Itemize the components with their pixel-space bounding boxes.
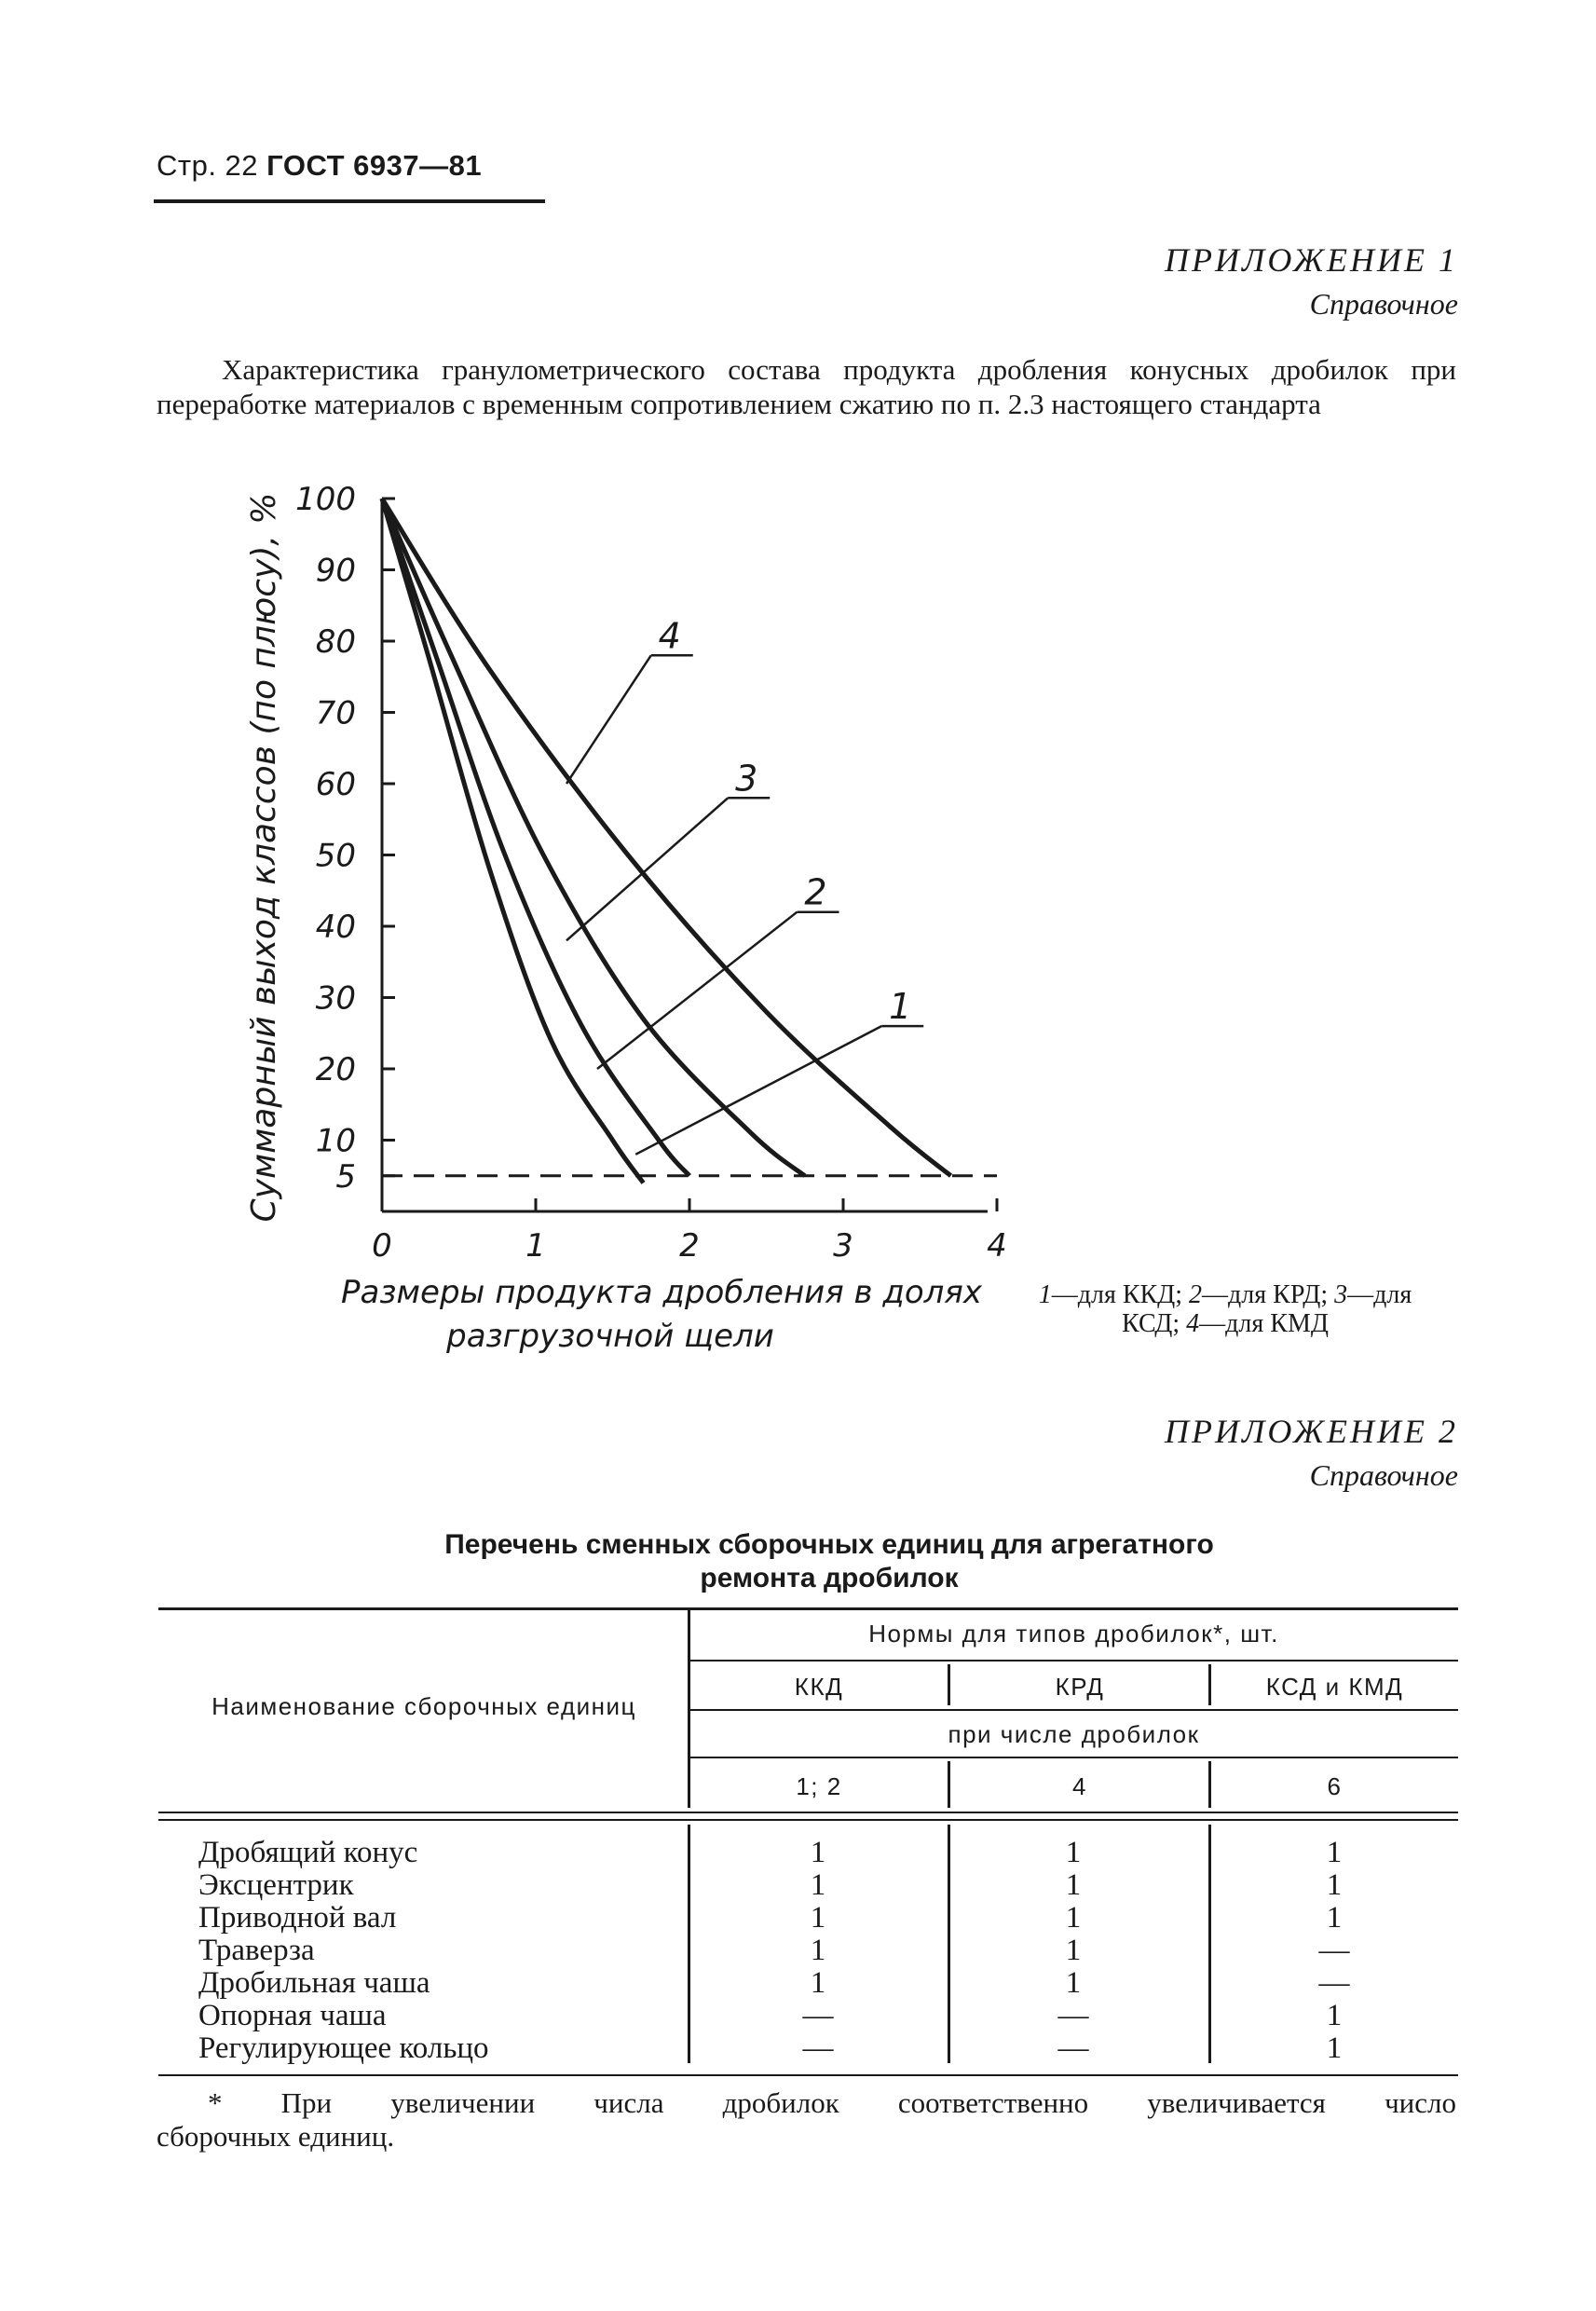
series-label-group [566, 615, 923, 1155]
y-tick-label: 60 [315, 766, 356, 803]
cell-r7-c2: — [1057, 2031, 1089, 2065]
cell-r1-c2: 1 [1065, 1836, 1082, 1869]
table-top-rule [158, 1607, 1458, 1610]
chart-legend-note [988, 1280, 1463, 1338]
page-header [157, 149, 482, 183]
series-leader-4 [566, 655, 651, 784]
footnote-line-1: * При увеличении числа дробилок соответственно увеличивается число [208, 2086, 1456, 2119]
cell-r3-c2: 1 [1065, 1901, 1082, 1935]
appendix-1-title: ПРИЛОЖЕНИЕ 1 [1165, 241, 1458, 279]
cell-r5-c3: — [1318, 1966, 1350, 2000]
type-header-kkd: ККД [794, 1673, 844, 1701]
y-tick-label: 40 [315, 909, 356, 946]
table-title [280, 1528, 1379, 1595]
x-tick-label: 4 [987, 1227, 1007, 1265]
cell-r3-c3: 1 [1326, 1901, 1343, 1935]
series-group [382, 499, 951, 1183]
x-tick-group [372, 1198, 1007, 1265]
table-bottom-rule [158, 2074, 1458, 2076]
row-name-2: Эксцентрик [198, 1868, 354, 1902]
y-tick-label: 100 [295, 481, 356, 518]
count-krd: 4 [1072, 1772, 1087, 1800]
count-header: при числе дробилок [948, 1720, 1200, 1748]
legend-text-3: —для [1347, 1280, 1412, 1309]
axis-group [382, 499, 988, 1211]
series-label-1: 1 [889, 986, 912, 1028]
series-label-4: 4 [658, 615, 681, 657]
cell-r3-c1: 1 [810, 1901, 826, 1935]
col-separator-ksd-body [1208, 1825, 1211, 2063]
cell-r6-c3: 1 [1326, 1999, 1343, 2032]
col-separator-name-body [688, 1825, 690, 2063]
cell-r7-c1: — [802, 2031, 834, 2065]
x-axis-label-line2: разгрузочной щели [446, 1318, 774, 1355]
cell-r2-c2: 1 [1065, 1868, 1082, 1902]
header-rule-3 [689, 1757, 1458, 1758]
y-tick-label: 90 [315, 552, 356, 590]
cell-r5-c2: 1 [1065, 1966, 1082, 2000]
type-header-krd: КРД [1055, 1673, 1105, 1701]
y-axis-label: Суммарный выход классов (по плюсу), % [245, 492, 283, 1223]
col-header-name: Наименование сборочных единиц [211, 1692, 636, 1720]
y-tick-label: 5 [335, 1157, 356, 1196]
legend-text-5: —для КМД [1199, 1309, 1329, 1338]
header-bottom-rule-b [158, 1819, 1458, 1821]
series-line-4 [382, 499, 951, 1176]
series-label-3: 3 [735, 758, 758, 800]
series-line-1 [382, 499, 644, 1183]
header-rule [154, 199, 545, 203]
x-tick-label: 3 [833, 1227, 853, 1265]
cell-r4-c1: 1 [810, 1934, 826, 1967]
cell-r7-c3: 1 [1326, 2031, 1343, 2065]
legend-key-1: 1 [1038, 1280, 1052, 1309]
header-rule-2 [689, 1709, 1458, 1711]
y-tick-label: 50 [315, 837, 356, 875]
appendix-2-subtitle: Справочное [1309, 1458, 1458, 1492]
legend-text-1: —для ККД; [1051, 1280, 1190, 1309]
legend-text-2: —для КРД; [1202, 1280, 1335, 1309]
series-label-2: 2 [804, 871, 827, 913]
legend-key-2: 2 [1189, 1280, 1203, 1309]
y-tick-label: 30 [315, 979, 356, 1018]
cell-r6-c2: — [1057, 1999, 1089, 2032]
x-tick-label: 1 [525, 1227, 546, 1265]
x-tick-label: 0 [372, 1227, 392, 1265]
page-number: Стр. 22 [157, 149, 259, 182]
cell-r1-c1: 1 [810, 1836, 826, 1869]
appendix-2-title: ПРИЛОЖЕНИЕ 2 [1165, 1413, 1458, 1450]
header-bottom-rule-a [158, 1812, 1458, 1813]
x-axis-label-line1: Размеры продукта дробления в долях [340, 1274, 983, 1311]
row-name-3: Приводной вал [198, 1901, 397, 1935]
count-ksd-kmd: 6 [1327, 1772, 1343, 1800]
table-title-line1: Перечень сменных сборочных единиц для агрегатного [444, 1529, 1214, 1560]
col-separator-krd-body [948, 1825, 950, 2063]
granulometry-chart [149, 466, 1044, 1379]
type-header-ksd-kmd: КСД и КМД [1265, 1673, 1404, 1701]
legend-text-4: КСД; [1122, 1309, 1187, 1338]
table-title-line2: ремонта дробилок [700, 1563, 959, 1593]
intro-paragraph: Характеристика гранулометрического состава продукта дробления конусных дробилок при переработке материалов с временным сопротивлением сжатию по п. 2.3 настоящего стандарта [157, 353, 1456, 420]
row-name-5: Дробильная чаша [198, 1966, 430, 2000]
row-name-6: Опорная чаша [198, 1999, 387, 2032]
standard-number: ГОСТ 6937—81 [266, 149, 483, 182]
x-tick-label: 2 [679, 1227, 700, 1265]
cell-r1-c3: 1 [1326, 1836, 1343, 1869]
y-tick-label: 10 [315, 1122, 356, 1160]
cell-r5-c1: 1 [810, 1966, 826, 2000]
cell-r2-c3: 1 [1326, 1868, 1343, 1902]
norms-header: Нормы для типов дробилок*, шт. [868, 1620, 1279, 1648]
y-tick-group [295, 481, 395, 1196]
y-tick-label: 80 [315, 623, 356, 661]
cell-r4-c3: — [1318, 1934, 1350, 1967]
legend-key-4: 4 [1186, 1309, 1200, 1338]
cell-r6-c1: — [802, 1999, 834, 2032]
y-tick-label: 20 [315, 1051, 356, 1088]
series-leader-3 [566, 798, 728, 940]
legend-key-3: 3 [1334, 1280, 1348, 1309]
count-kkd: 1; 2 [796, 1772, 842, 1800]
series-leader-1 [635, 1026, 881, 1155]
row-name-7: Регулирующее кольцо [198, 2031, 489, 2065]
header-rule-1 [689, 1660, 1458, 1661]
footnote-line-2: сборочных единиц. [157, 2120, 395, 2153]
cell-r4-c2: 1 [1065, 1934, 1082, 1967]
appendix-1-subtitle: Справочное [1309, 287, 1458, 321]
cell-r2-c1: 1 [810, 1868, 826, 1902]
y-tick-label: 70 [315, 694, 356, 732]
row-name-1: Дробящий конус [198, 1836, 418, 1869]
row-name-4: Траверза [198, 1934, 315, 1967]
